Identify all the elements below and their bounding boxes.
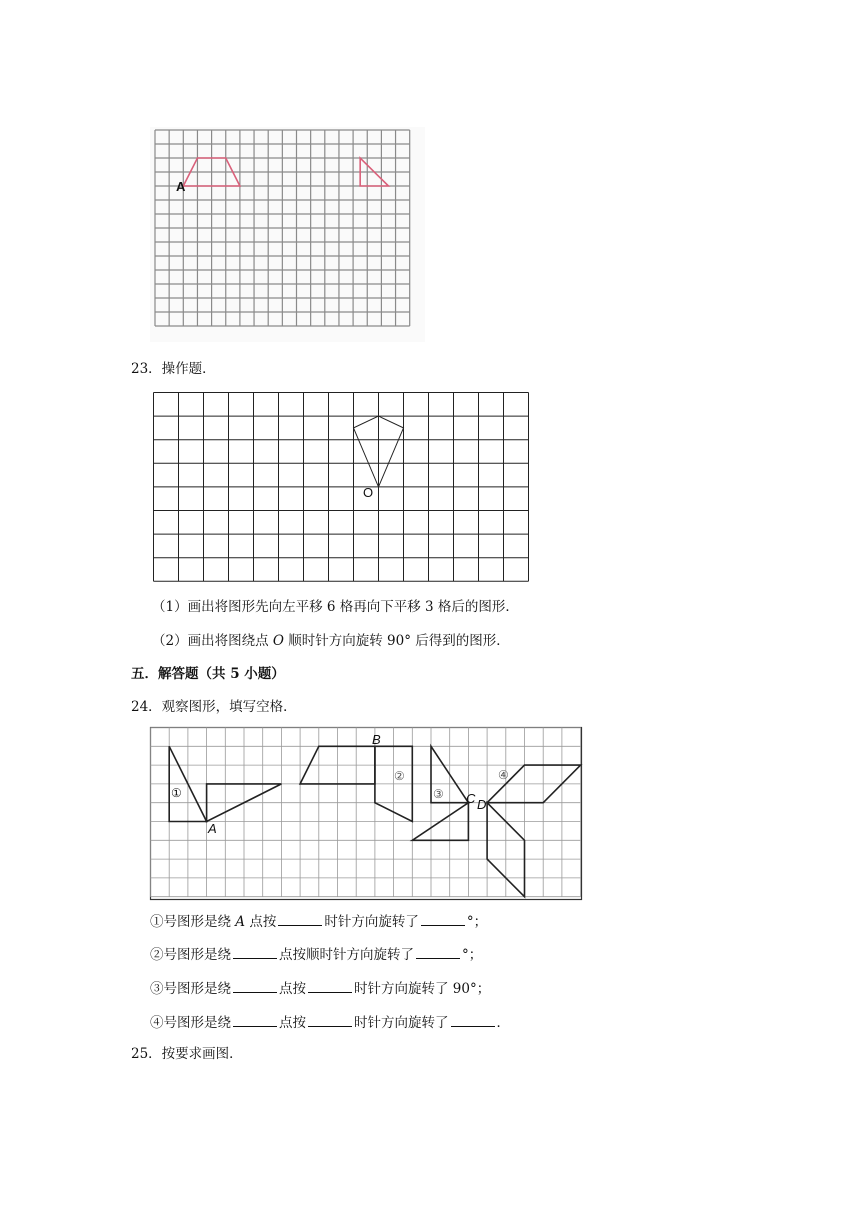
q23-title: 23．操作题． <box>131 361 216 377</box>
q24-line1 <box>150 912 487 931</box>
q24-line2-p3: °； <box>462 947 483 963</box>
label-a: A <box>208 821 217 836</box>
point-a-label: A <box>176 179 186 194</box>
q24-line1-p4: °； <box>466 914 488 930</box>
q24-figure <box>150 727 582 900</box>
shape-3-number: ③ <box>433 787 444 801</box>
q24-line2-p1: ②号图形是绕 <box>150 947 231 963</box>
q23-sub2-pre: （2）画出将图绕点 <box>152 633 273 649</box>
q23-figure <box>153 392 530 582</box>
answer-blank[interactable] <box>308 979 352 993</box>
answer-blank[interactable] <box>308 1013 352 1027</box>
label-d: D <box>477 797 487 812</box>
grid-figure-1 <box>150 127 425 342</box>
q24-line4 <box>150 1013 510 1032</box>
q23-sub2-o: O <box>272 633 284 649</box>
q24-line3 <box>150 979 490 998</box>
q24-line1-p2: 点按 <box>245 914 277 930</box>
figure-1 <box>150 127 425 342</box>
answer-blank[interactable] <box>233 945 277 959</box>
label-b: B <box>372 732 381 747</box>
section-5-title: 五．解答题（共 5 小题） <box>131 666 285 682</box>
q23-sub2 <box>152 632 510 650</box>
q24-line2-p2: 点按顺时针方向旋转了 <box>279 947 414 963</box>
q23-sub2-post: 顺时针方向旋转 90° 后得到的图形． <box>283 633 510 649</box>
answer-blank[interactable] <box>233 979 277 993</box>
answer-blank[interactable] <box>233 1013 277 1027</box>
answer-blank[interactable] <box>451 1013 495 1027</box>
q25-title: 25．按要求画图． <box>131 1046 243 1062</box>
q24-line4-p3: 时针方向旋转了 <box>354 1015 449 1031</box>
q24-line4-p1: ④号图形是绕 <box>150 1015 231 1031</box>
answer-blank[interactable] <box>278 912 322 926</box>
answer-blank[interactable] <box>421 912 465 926</box>
q24-line3-p3: 时针方向旋转了 90°； <box>354 981 491 997</box>
q24-line3-p1: ③号图形是绕 <box>150 981 231 997</box>
shape-2-number: ② <box>394 769 405 783</box>
answer-blank[interactable] <box>416 945 460 959</box>
label-c: C <box>466 791 476 806</box>
shape-4-number: ④ <box>498 768 509 782</box>
q24-title: 24．观察图形，填写空格． <box>131 699 297 715</box>
q24-line1-p3: 时针方向旋转了 <box>324 914 419 930</box>
grid-border <box>151 728 582 900</box>
grid-figure-q23 <box>153 392 530 582</box>
q24-line2 <box>150 945 482 964</box>
shape-1-number: ① <box>171 786 182 800</box>
point-o-label: O <box>363 485 374 500</box>
q24-line1-a: A <box>235 914 246 930</box>
grid-background <box>150 127 425 342</box>
q23-sub1: （1）画出将图形先向左平移 6 格再向下平移 3 格后的图形． <box>152 599 519 615</box>
grid-figure-q24 <box>150 727 582 900</box>
q24-line4-p2: 点按 <box>279 1015 306 1031</box>
q24-line3-p2: 点按 <box>279 981 306 997</box>
q24-line4-p4: ． <box>496 1015 510 1031</box>
q24-line1-p1: ①号图形是绕 <box>150 914 236 930</box>
